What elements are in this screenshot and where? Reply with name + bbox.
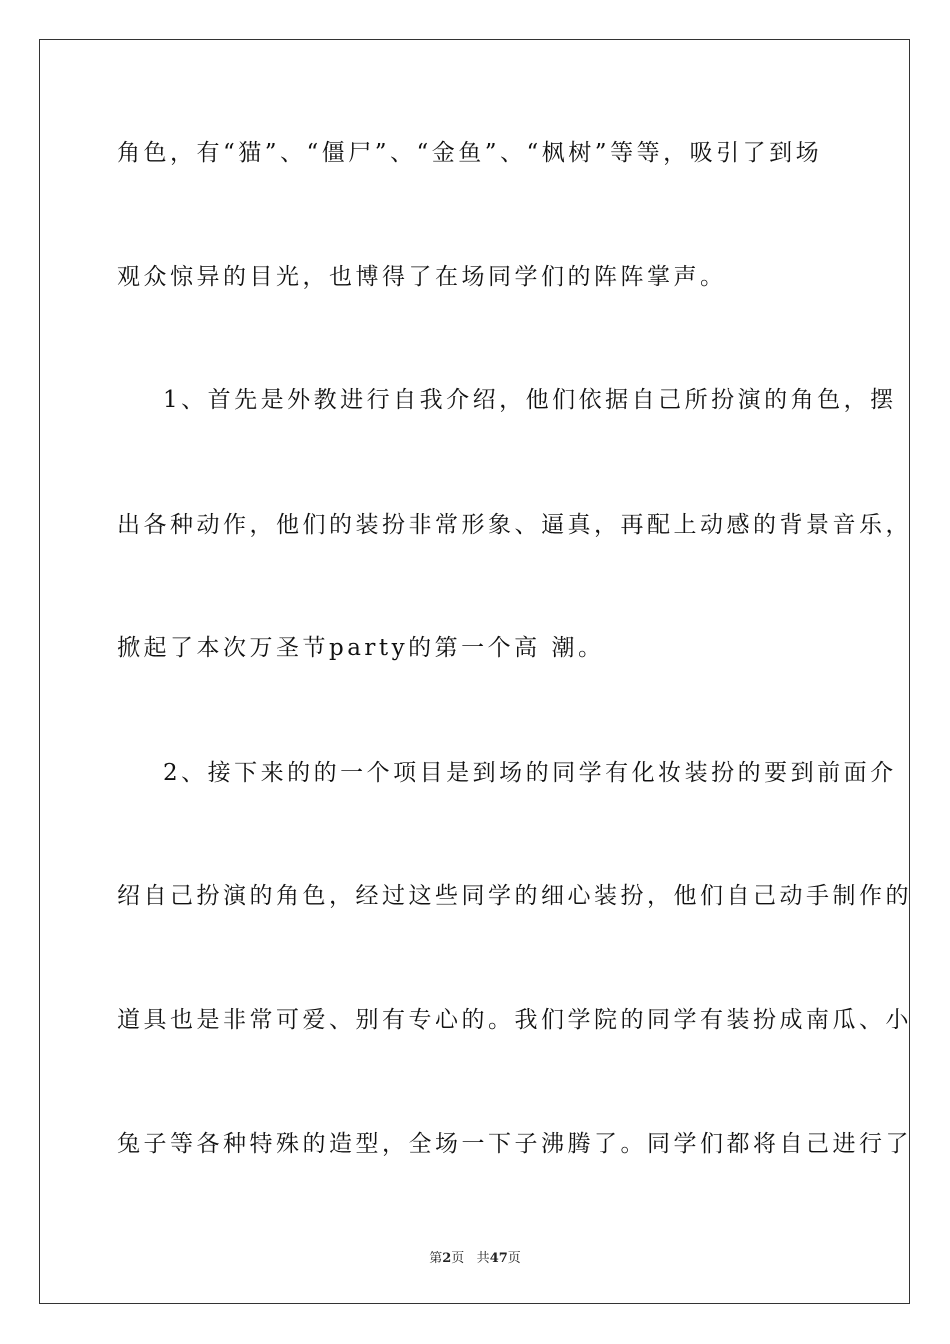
body-text-line: 道具也是非常可爱、别有专心的。我们学院的同学有装扮成南瓜、小 bbox=[117, 1007, 912, 1033]
body-text-line: 2、接下来的的一个项目是到场的同学有化妆装扮的要到前面介 bbox=[163, 760, 897, 786]
total-pages: 47 bbox=[489, 1251, 508, 1266]
body-text-line: 1、首先是外教进行自我介绍，他们依据自己所扮演的角色，摆 bbox=[163, 387, 897, 413]
body-text-line: 出各种动作，他们的装扮非常形象、逼真，再配上动感的背景音乐， bbox=[117, 512, 912, 538]
page-border bbox=[39, 39, 910, 1304]
page-footer bbox=[0, 1247, 950, 1266]
body-text-line: 掀起了本次万圣节party的第一个高 潮。 bbox=[117, 635, 605, 661]
total-label-suffix: 页 bbox=[507, 1251, 521, 1266]
page-label-prefix: 第 bbox=[429, 1251, 443, 1266]
total-label-prefix: 共 bbox=[476, 1251, 490, 1266]
body-text-line: 绍自己扮演的角色，经过这些同学的细心装扮，他们自己动手制作的 bbox=[117, 883, 912, 909]
body-text-line: 角色，有“猫”、“僵尸”、“金鱼”、“枫树”等等，吸引了到场 bbox=[117, 140, 823, 166]
page-label-suffix: 页 bbox=[451, 1251, 465, 1266]
page-number: 2 bbox=[442, 1251, 452, 1266]
body-text-line: 兔子等各种特殊的造型，全场一下子沸腾了。同学们都将自己进行了 bbox=[117, 1131, 912, 1157]
body-text-line: 观众惊异的目光，也博得了在场同学们的阵阵掌声。 bbox=[117, 264, 727, 290]
